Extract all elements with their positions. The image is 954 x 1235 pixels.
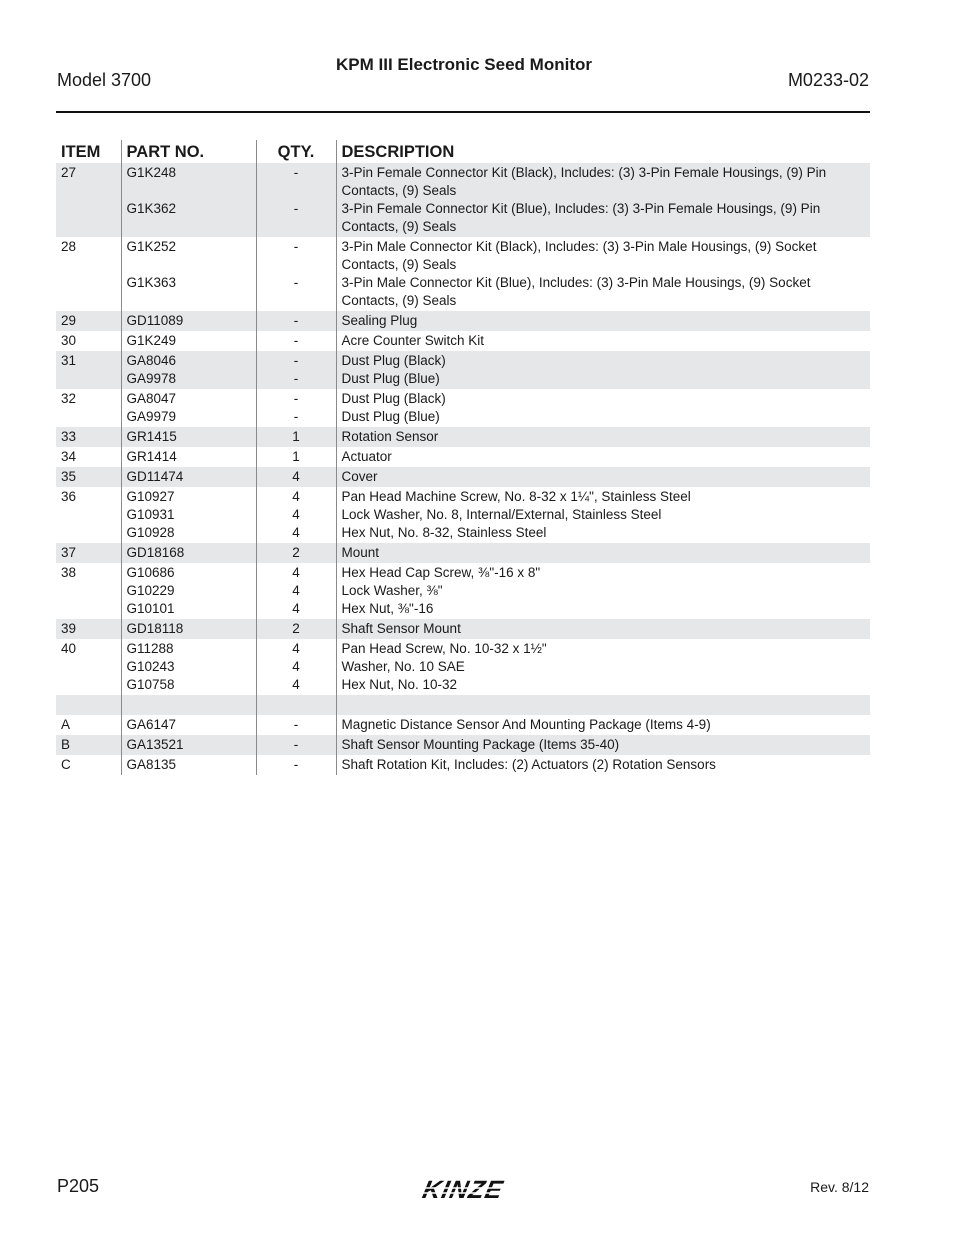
description: Lock Washer, ⅜" xyxy=(341,583,443,598)
description: Dust Plug (Blue) xyxy=(341,409,440,424)
description: Cover xyxy=(341,469,378,484)
description-cell xyxy=(336,563,870,619)
item-number: 33 xyxy=(56,427,121,447)
part-number-cell xyxy=(121,487,256,543)
table-row xyxy=(56,619,870,639)
item-number: 37 xyxy=(56,543,121,563)
description: Hex Nut, No. 8-32, Stainless Steel xyxy=(341,525,547,540)
description: 3-Pin Female Connector Kit (Blue), Includes: (3) 3-Pin Female Housings, (9) Pin xyxy=(341,201,821,216)
logo-text: KINZE xyxy=(420,1176,506,1204)
part-number: G11288 xyxy=(126,641,174,656)
header-divider xyxy=(56,111,870,113)
quantity: - xyxy=(293,371,299,386)
table-row xyxy=(56,237,870,311)
description-cell xyxy=(336,715,870,735)
item-number: 28 xyxy=(61,239,77,254)
alignment-gap xyxy=(127,256,256,274)
description: Actuator xyxy=(341,449,392,464)
table-row xyxy=(56,311,870,331)
description: Magnetic Distance Sensor And Mounting Package (Items 4-9) xyxy=(341,717,711,732)
description: Dust Plug (Blue) xyxy=(341,371,440,386)
part-number: G1K249 xyxy=(126,333,177,348)
column-header-qty: QTY. xyxy=(256,140,336,163)
part-number: G10758 xyxy=(126,677,175,692)
part-number: GA9978 xyxy=(126,371,177,386)
part-number-cell xyxy=(121,755,256,775)
table-row xyxy=(56,163,870,237)
table-row xyxy=(56,351,870,389)
description: Acre Counter Switch Kit xyxy=(341,333,485,348)
description: Mount xyxy=(341,545,380,560)
manual-number: M0233-02 xyxy=(787,70,869,90)
part-number: GR1415 xyxy=(126,429,177,444)
quantity-cell xyxy=(256,563,336,619)
item-number: 40 xyxy=(61,641,77,656)
item-number: A xyxy=(61,717,71,732)
description: Hex Nut, ⅜"-16 xyxy=(341,601,434,616)
description-cell xyxy=(336,487,870,543)
item-number: 38 xyxy=(61,565,77,580)
quantity: 4 xyxy=(292,525,300,540)
description: Shaft Sensor Mount xyxy=(341,621,461,636)
quantity: 4 xyxy=(292,565,300,580)
spacer-cell xyxy=(121,695,256,715)
part-number: G1K252 xyxy=(126,239,177,254)
part-number: G10928 xyxy=(126,525,175,540)
table-row xyxy=(56,543,870,563)
part-number: GD18168 xyxy=(126,545,185,560)
table-row xyxy=(56,715,870,735)
part-number: GD11089 xyxy=(126,313,184,328)
description-continued: Contacts, (9) Seals xyxy=(341,293,457,308)
description: Pan Head Screw, No. 10-32 x 1½" xyxy=(341,641,547,656)
quantity-cell xyxy=(256,487,336,543)
column-header-description: DESCRIPTION xyxy=(336,140,870,163)
part-number-cell xyxy=(121,735,256,755)
part-number-cell xyxy=(121,163,256,237)
description-cell xyxy=(336,467,870,487)
quantity-cell xyxy=(256,447,336,467)
table-row xyxy=(56,755,870,775)
table-row xyxy=(56,735,870,755)
description: Shaft Rotation Kit, Includes: (2) Actuators (2) Rotation Sensors xyxy=(341,757,716,772)
item-number: 36 xyxy=(61,489,77,504)
part-number-cell xyxy=(121,351,256,389)
quantity: - xyxy=(293,313,299,328)
part-number-cell xyxy=(121,715,256,735)
table-row xyxy=(56,427,870,447)
description-cell xyxy=(336,639,870,695)
part-number: GD11474 xyxy=(126,469,184,484)
description-continued: Contacts, (9) Seals xyxy=(341,183,457,198)
quantity: 4 xyxy=(292,469,300,484)
quantity: 4 xyxy=(292,601,300,616)
part-number: GA8046 xyxy=(126,353,177,368)
page-number: P205 xyxy=(57,1176,100,1196)
description: Sealing Plug xyxy=(341,313,418,328)
alignment-gap xyxy=(127,292,256,310)
table-row xyxy=(56,389,870,427)
quantity: 4 xyxy=(292,507,300,522)
quantity-cell xyxy=(256,311,336,331)
description-cell xyxy=(336,331,870,351)
quantity-cell xyxy=(256,351,336,389)
quantity: - xyxy=(293,757,299,772)
description-cell xyxy=(336,427,870,447)
quantity: 4 xyxy=(292,583,300,598)
part-number-cell xyxy=(121,619,256,639)
description: 3-Pin Male Connector Kit (Black), Includes: (3) 3-Pin Male Housings, (9) Socket xyxy=(341,239,817,254)
part-number-cell xyxy=(121,311,256,331)
alignment-gap xyxy=(127,182,256,200)
item-number: B xyxy=(56,735,121,755)
part-number-cell xyxy=(121,447,256,467)
alignment-gap xyxy=(257,182,336,200)
spacer-cell xyxy=(56,695,121,715)
description-cell xyxy=(336,447,870,467)
part-number-cell xyxy=(121,467,256,487)
part-number-cell xyxy=(121,331,256,351)
quantity: 2 xyxy=(292,545,300,560)
part-number: GA8047 xyxy=(126,391,177,406)
part-number: GA13521 xyxy=(126,737,184,752)
quantity: 2 xyxy=(292,621,300,636)
parts-table xyxy=(56,140,870,775)
document-title: KPM III Electronic Seed Monitor xyxy=(336,55,592,74)
table-row xyxy=(56,467,870,487)
description: 3-Pin Female Connector Kit (Black), Includes: (3) 3-Pin Female Housings, (9) Pin xyxy=(341,165,827,180)
description: 3-Pin Male Connector Kit (Blue), Includes: (3) 3-Pin Male Housings, (9) Socket xyxy=(341,275,811,290)
description: Dust Plug (Black) xyxy=(341,353,446,368)
quantity-cell xyxy=(256,715,336,735)
table-row xyxy=(56,331,870,351)
description-cell xyxy=(336,735,870,755)
description: Washer, No. 10 SAE xyxy=(341,659,465,674)
part-number-cell xyxy=(121,543,256,563)
part-number: G1K362 xyxy=(126,201,177,216)
column-header-part-no: PART NO. xyxy=(121,140,256,163)
quantity-cell xyxy=(256,467,336,487)
description-cell xyxy=(336,351,870,389)
part-number: G10101 xyxy=(126,601,175,616)
part-number: GR1414 xyxy=(126,449,177,464)
description-cell xyxy=(336,619,870,639)
table-header-row xyxy=(56,140,870,163)
description: Rotation Sensor xyxy=(341,429,439,444)
part-number: G10931 xyxy=(126,507,175,522)
part-number: G10243 xyxy=(126,659,175,674)
part-number: G1K248 xyxy=(126,165,177,180)
quantity: - xyxy=(293,275,299,290)
description-continued: Contacts, (9) Seals xyxy=(341,257,457,272)
description: Hex Head Cap Screw, ⅜"-16 x 8" xyxy=(341,565,541,580)
description: Pan Head Machine Screw, No. 8-32 x 1¼", Stainless Steel xyxy=(341,489,691,504)
description-cell xyxy=(336,163,870,237)
quantity: - xyxy=(293,737,299,752)
table-row xyxy=(56,639,870,695)
quantity: 4 xyxy=(292,677,300,692)
part-number-cell xyxy=(121,639,256,695)
alignment-gap xyxy=(127,218,256,236)
quantity: 1 xyxy=(292,449,300,464)
part-number: G10229 xyxy=(126,583,175,598)
quantity-cell xyxy=(256,163,336,237)
quantity-cell xyxy=(256,735,336,755)
description-cell xyxy=(336,237,870,311)
description: Lock Washer, No. 8, Internal/External, Stainless Steel xyxy=(341,507,662,522)
item-number: 35 xyxy=(56,467,121,487)
quantity-cell xyxy=(256,389,336,427)
alignment-gap xyxy=(257,256,336,274)
description-cell xyxy=(336,543,870,563)
quantity-cell xyxy=(256,639,336,695)
part-number-cell xyxy=(121,563,256,619)
part-number: G10686 xyxy=(126,565,175,580)
description: Hex Nut, No. 10-32 xyxy=(341,677,458,692)
table-row xyxy=(56,487,870,543)
quantity: 4 xyxy=(292,641,300,656)
quantity-cell xyxy=(256,755,336,775)
item-number: C xyxy=(61,757,71,772)
quantity: - xyxy=(293,717,299,732)
description-cell xyxy=(336,311,870,331)
alignment-gap xyxy=(257,292,336,310)
description-cell xyxy=(336,389,870,427)
quantity: - xyxy=(293,201,299,216)
alignment-gap xyxy=(257,218,336,236)
table-spacer-row xyxy=(56,695,870,715)
spacer-cell xyxy=(256,695,336,715)
item-number: 34 xyxy=(61,449,77,464)
part-number: GA8135 xyxy=(126,757,177,772)
spacer-cell xyxy=(336,695,870,715)
quantity-cell xyxy=(256,237,336,311)
table-row xyxy=(56,447,870,467)
quantity: 4 xyxy=(292,489,300,504)
parts-table-body xyxy=(56,163,870,775)
part-number: G1K363 xyxy=(126,275,177,290)
part-number: GD18118 xyxy=(126,621,184,636)
part-number-cell xyxy=(121,427,256,447)
item-number: 27 xyxy=(56,163,121,237)
part-number-cell xyxy=(121,389,256,427)
quantity: - xyxy=(293,165,299,180)
table-row xyxy=(56,563,870,619)
revision-date: Rev. 8/12 xyxy=(810,1179,869,1195)
quantity-cell xyxy=(256,543,336,563)
part-number: G10927 xyxy=(126,489,175,504)
description-cell xyxy=(336,755,870,775)
quantity-cell xyxy=(256,427,336,447)
quantity: 1 xyxy=(292,429,300,444)
description-continued: Contacts, (9) Seals xyxy=(341,219,457,234)
quantity: - xyxy=(293,391,299,406)
column-header-item: ITEM xyxy=(61,143,101,161)
item-number: 31 xyxy=(56,351,121,389)
item-number: 30 xyxy=(61,333,77,348)
item-number: 32 xyxy=(61,391,77,406)
quantity: - xyxy=(293,239,299,254)
part-number: GA9979 xyxy=(126,409,177,424)
kinze-logo xyxy=(402,1176,522,1204)
quantity: - xyxy=(293,353,299,368)
part-number-cell xyxy=(121,237,256,311)
item-number: 29 xyxy=(56,311,121,331)
quantity: - xyxy=(293,333,299,348)
item-number: 39 xyxy=(56,619,121,639)
description: Dust Plug (Black) xyxy=(341,391,446,406)
quantity-cell xyxy=(256,331,336,351)
part-number: GA6147 xyxy=(126,717,177,732)
quantity-cell xyxy=(256,619,336,639)
model-label: Model 3700 xyxy=(57,70,152,90)
description: Shaft Sensor Mounting Package (Items 35-40) xyxy=(341,737,620,752)
quantity: 4 xyxy=(292,659,300,674)
quantity: - xyxy=(293,409,299,424)
